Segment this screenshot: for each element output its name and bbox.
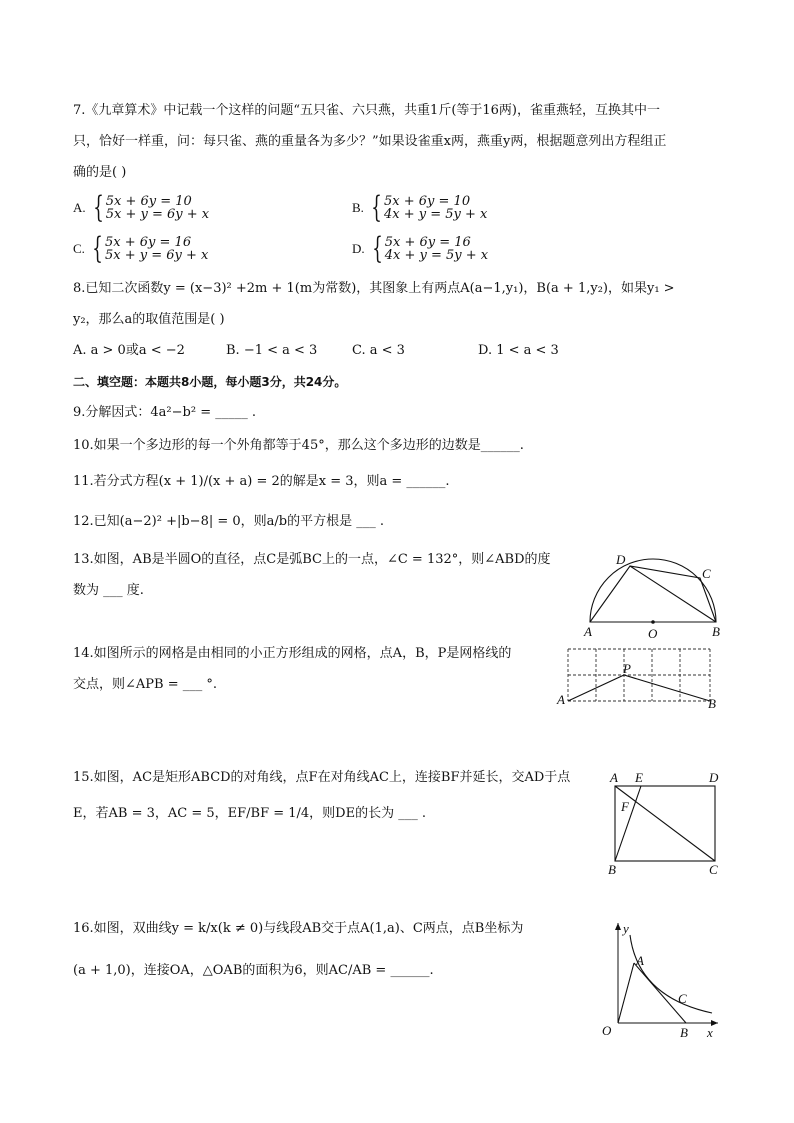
equation: 5x + 6y = 10	[105, 194, 192, 209]
brace-symbol: {	[371, 190, 382, 225]
point-label-d: D	[616, 552, 626, 567]
q14-line-2: 交点，则∠APB = ___ °.	[73, 677, 218, 692]
axis-label-y: y	[623, 921, 629, 936]
q14-line-1: 14.如图所示的网格是由相同的小正方形组成的网格，点A，B，P是网格线的	[73, 646, 512, 661]
q15-line-2: E，若AB = 3，AC = 5，EF/BF = 1/4，则DE的长为 ___ .	[73, 806, 426, 821]
q10-text: 10.如果一个多边形的每一个外角都等于45°，那么这个多边形的边数是______.	[73, 438, 524, 453]
q9-text: 9.分解因式：4a²−b² = _____ .	[73, 405, 256, 420]
section-heading: 二、填空题：本题共8小题，每小题3分，共24分。	[73, 375, 347, 389]
q16-line-1: 16.如图，双曲线y = k/x(k ≠ 0)与线段AB交于点A(1,a)、C两点，点B坐标为	[73, 921, 524, 936]
option-label: D.	[352, 241, 365, 256]
q8-option-c: C. a < 3	[352, 343, 405, 358]
q7-line-3: 确的是( )	[73, 165, 127, 180]
q7-option-c	[73, 231, 209, 266]
equation: 5x + y = 6y + x	[105, 248, 209, 263]
point-label-a: A	[636, 953, 644, 968]
equation: 5x + 6y = 16	[384, 235, 471, 250]
option-label: C.	[73, 241, 85, 256]
q16-line-2: (a + 1,0)，连接OA，△OAB的面积为6，则AC/AB = ______.	[73, 963, 434, 978]
point-label-a: A	[584, 624, 592, 639]
point-label-c: C	[709, 862, 718, 877]
point-label-b: B	[708, 696, 716, 711]
q7-option-d	[352, 231, 489, 266]
q7-option-b	[352, 190, 488, 225]
q13-semicircle-figure	[578, 548, 728, 640]
point-label-c: C	[678, 991, 687, 1006]
axis-label-x: x	[707, 1025, 713, 1040]
equation: 4x + y = 5y + x	[384, 248, 489, 263]
q8-line-1: 8.已知二次函数y = (x−3)² +2m + 1(m为常数)，其图象上有两点A(a−1,y₁)，B(a + 1,y₂)，如果y₁ >	[73, 281, 675, 296]
point-label-c: C	[702, 566, 711, 581]
q7-line-1: 7.《九章算术》中记载一个这样的问题“五只雀、六只燕，共重1斤(等于16两)，雀重燕轻，互换其中一	[73, 103, 661, 118]
point-label-e: E	[635, 770, 643, 785]
point-label-b: B	[608, 862, 616, 877]
point-label-o: O	[602, 1023, 612, 1038]
q15-line-1: 15.如图，AC是矩形ABCD的对角线，点F在对角线AC上，连接BF并延长，交AD于点	[73, 770, 571, 785]
brace-symbol: {	[92, 231, 103, 266]
q8-option-a: A. a > 0或a < −2	[73, 343, 185, 358]
point-label-f: F	[621, 799, 629, 814]
q7-option-a	[73, 190, 210, 225]
point-label-o: O	[648, 626, 658, 640]
equation: 5x + y = 6y + x	[105, 207, 210, 222]
brace-symbol: {	[371, 231, 383, 266]
option-label: A.	[73, 200, 86, 215]
q15-rectangle-figure	[603, 768, 725, 878]
point-label-b: B	[680, 1025, 688, 1040]
q8-option-d: D. 1 < a < 3	[478, 343, 559, 358]
q14-grid-figure	[553, 642, 725, 714]
q16-hyperbola-figure	[592, 915, 724, 1045]
option-label: B.	[352, 200, 364, 215]
q12-text: 12.已知(a−2)² +|b−8| = 0，则a/b的平方根是 ___ .	[73, 514, 384, 529]
q8-option-b: B. −1 < a < 3	[226, 343, 318, 358]
equation: 5x + 6y = 10	[384, 194, 471, 209]
point-label-p: P	[623, 661, 631, 676]
equation: 5x + 6y = 16	[105, 235, 192, 250]
q7-line-2: 只，恰好一样重，问：每只雀、燕的重量各为多少？”如果设雀重x两，燕重y两，根据题意列出方程组正	[73, 134, 667, 149]
point-label-d: D	[709, 770, 719, 785]
q11-text: 11.若分式方程(x + 1)/(x + a) = 2的解是x = 3，则a = ______.	[73, 474, 450, 489]
q13-line-2: 数为 ___ 度.	[73, 583, 144, 598]
point-label-a: A	[610, 770, 618, 785]
q13-line-1: 13.如图，AB是半圆O的直径，点C是弧BC上的一点，∠C = 132°，则∠ABD的度	[73, 552, 551, 567]
q8-line-2: y₂，那么a的取值范围是( )	[73, 312, 225, 327]
equation: 4x + y = 5y + x	[384, 207, 488, 222]
brace-symbol: {	[92, 190, 104, 225]
point-label-b: B	[712, 624, 720, 639]
point-label-a: A	[557, 692, 565, 707]
